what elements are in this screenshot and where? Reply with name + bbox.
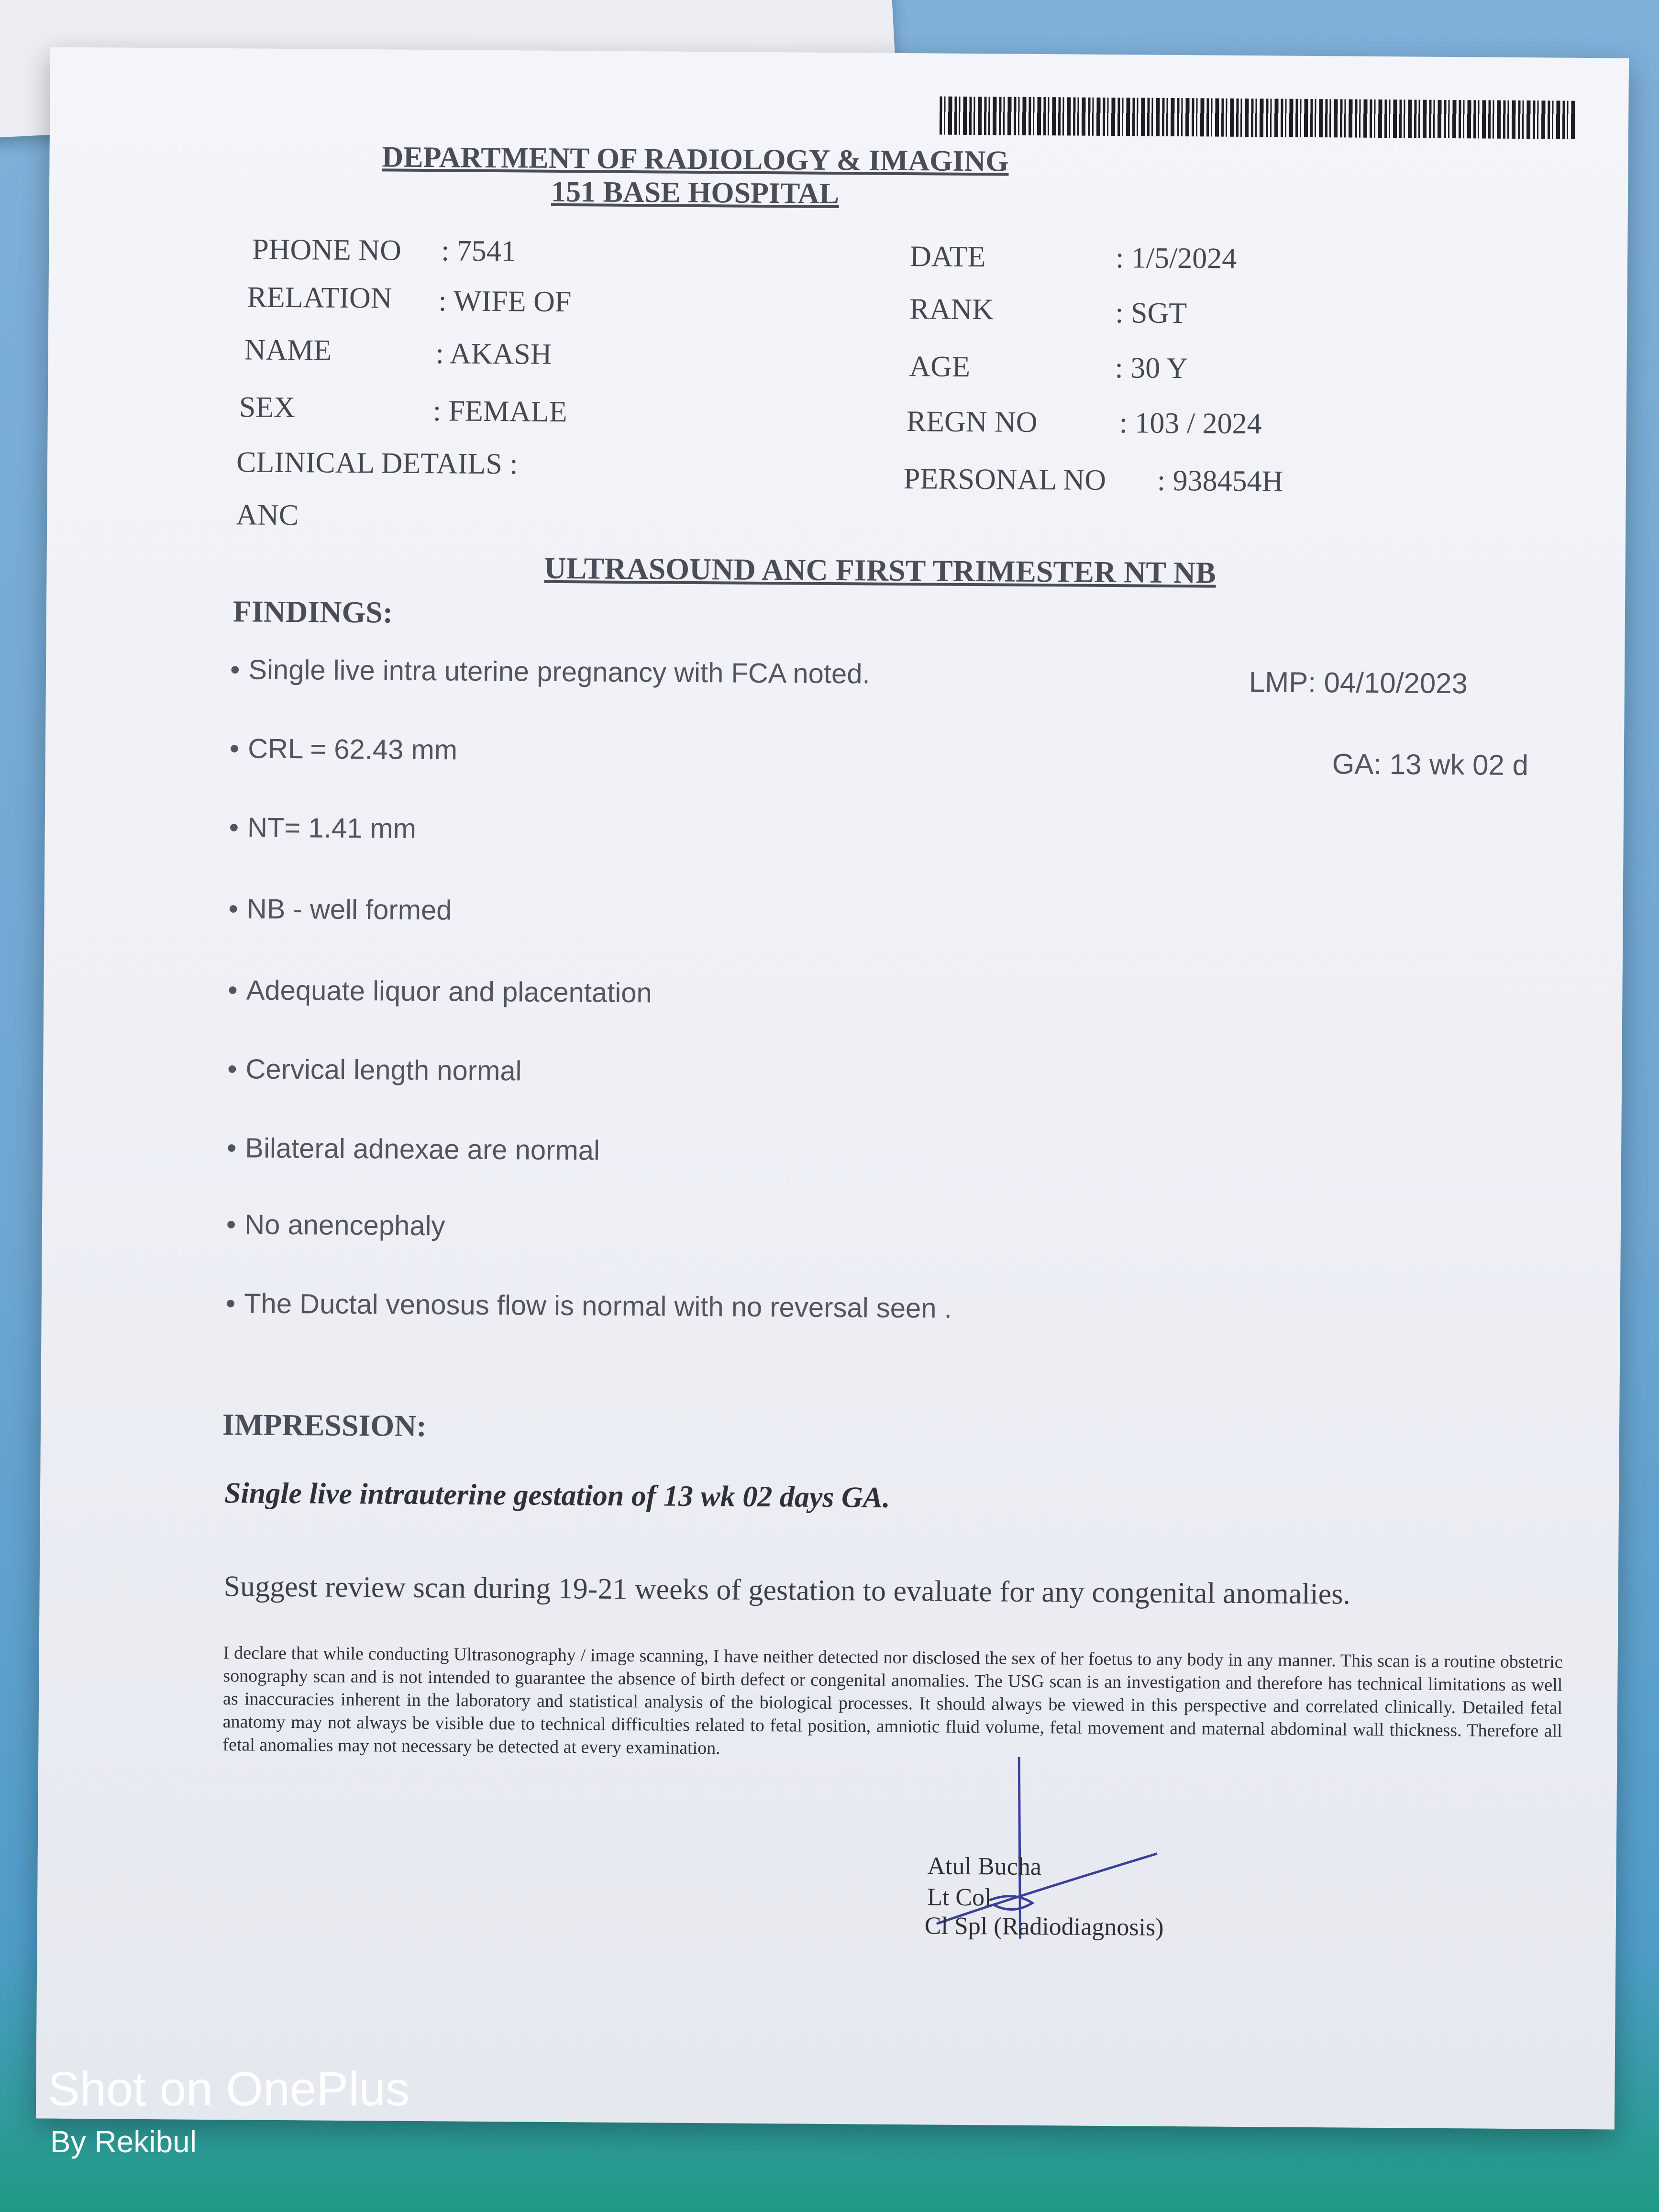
finding-item: • Bilateral adnexae are normal: [227, 1132, 600, 1166]
name-label: NAME: [244, 333, 332, 367]
relation-label: RELATION: [247, 281, 392, 315]
age-label: AGE: [909, 350, 971, 383]
clinical-details-label: CLINICAL DETAILS :: [236, 446, 518, 481]
regn-label: REGN NO: [906, 405, 1038, 439]
impression-heading: IMPRESSION:: [222, 1407, 427, 1443]
barcode: [940, 97, 1576, 139]
name-value: : AKASH: [435, 337, 552, 371]
relation-value: : WIFE OF: [438, 285, 572, 319]
ga-value: GA: 13 wk 02 d: [1332, 748, 1529, 782]
finding-item: • CRL = 62.43 mm: [230, 732, 458, 766]
rank-value: : SGT: [1115, 297, 1187, 330]
impression-text: Single live intrauterine gestation of 13 wk 02 days GA.: [224, 1477, 890, 1514]
personal-no-value: : 938454H: [1157, 464, 1283, 498]
declaration-text: I declare that while conducting Ultrasonography / image scanning, I have neither detected nor disclosed the sex of her foetus to any body in any manner. This scan is a routine obstetric sonography scan and is not intended to guarantee the absence of birth defect or congenital anomalies. The USG scan is an investigation and therefore has technical limitations as well as inaccuracies inherent in the laboratory and statistical analysis of the biological processes. It should always be viewed in this perspective and correlated clinically. Detailed fetal anatomy may not always be visible due to technical difficulties related to fetal position, amniotic fluid volume, fetal movement and maternal abdominal wall thickness. Therefore all fetal anomalies may not necessary be detected at every examination.: [222, 1643, 1563, 1759]
suggestion-text: Suggest review scan during 19-21 weeks of gestation to evaluate for any congenital anomalies.: [223, 1570, 1351, 1611]
personal-no-label: PERSONAL NO: [903, 463, 1106, 497]
age-value: : 30 Y: [1115, 352, 1188, 385]
sex-value: : FEMALE: [432, 395, 567, 429]
regn-value: : 103 / 2024: [1119, 407, 1262, 441]
finding-item: • NB - well formed: [228, 893, 452, 926]
finding-item: • Cervical length normal: [227, 1053, 522, 1087]
report-title: ULTRASOUND ANC FIRST TRIMESTER NT NB: [544, 551, 1217, 590]
clinical-details-value: ANC: [236, 498, 299, 532]
hospital-title: 151 BASE HOSPITAL: [551, 175, 840, 210]
finding-item: • NT= 1.41 mm: [229, 811, 417, 845]
phone-label: PHONE NO: [252, 233, 402, 267]
findings-heading: FINDINGS:: [232, 594, 393, 630]
department-title: DEPARTMENT OF RADIOLOGY & IMAGING: [382, 141, 1009, 178]
sex-label: SEX: [239, 391, 296, 424]
finding-item: • The Ductal venosus flow is normal with no reversal seen .: [226, 1287, 952, 1325]
rank-label: RANK: [909, 293, 994, 326]
lmp-value: LMP: 04/10/2023: [1249, 666, 1468, 700]
signatory-rank: Lt Col: [927, 1883, 992, 1912]
finding-item: • Adequate liquor and placentation: [228, 974, 652, 1009]
camera-watermark: Shot on OnePlus: [48, 2062, 410, 2116]
report-page: [36, 47, 1629, 2130]
finding-item: • Single live intra uterine pregnancy with FCA noted.: [230, 653, 870, 690]
photographer-credit: By Rekibul: [50, 2124, 197, 2159]
finding-item: • No anencephaly: [226, 1208, 445, 1242]
date-label: DATE: [909, 240, 986, 274]
signatory-designation: Cl Spl (Radiodiagnosis): [924, 1912, 1164, 1941]
date-value: : 1/5/2024: [1115, 242, 1237, 275]
signatory-name: Atul Bucha: [927, 1852, 1042, 1881]
phone-value: : 7541: [441, 234, 517, 268]
